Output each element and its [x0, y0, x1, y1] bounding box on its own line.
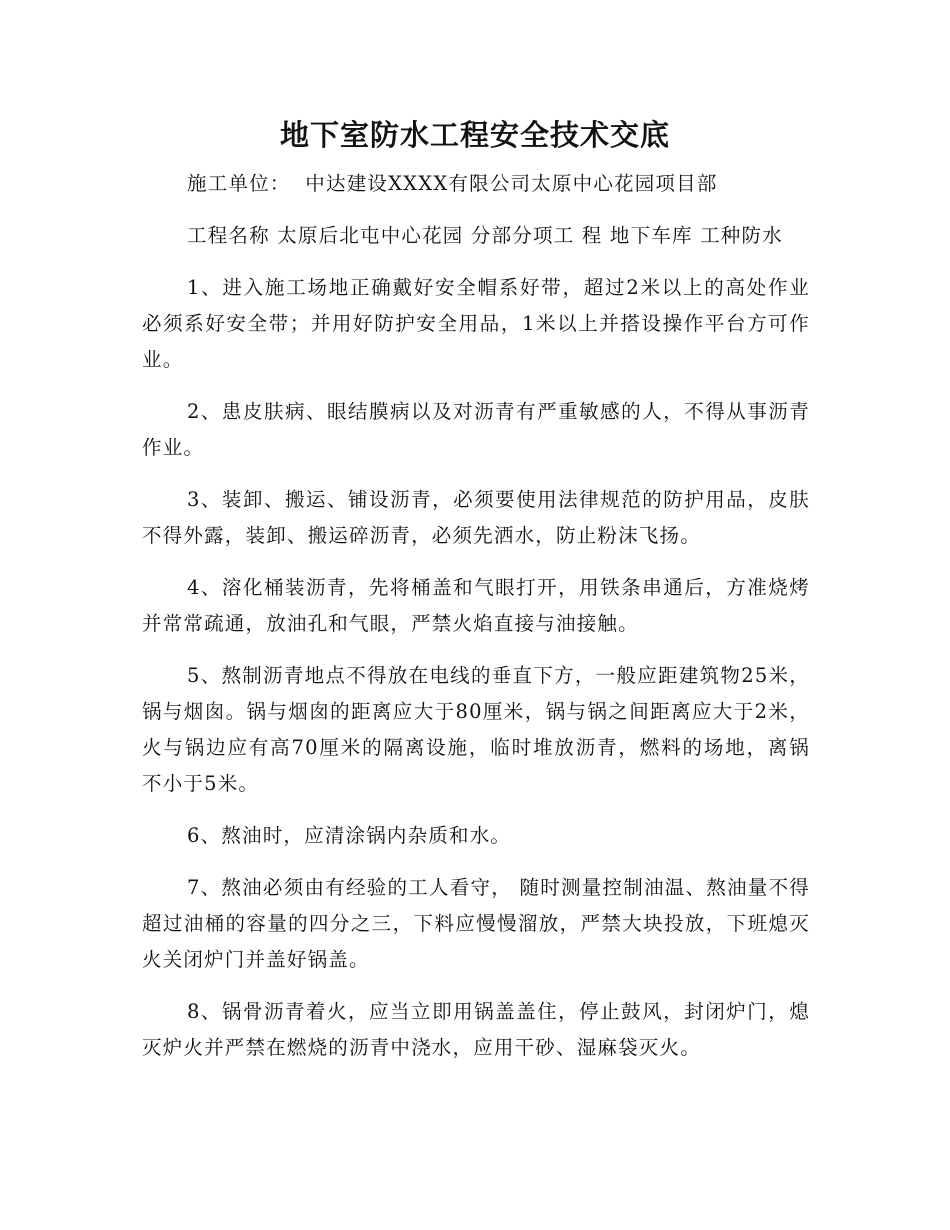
safety-item-8: 8、锅骨沥青着火，应当立即用锅盖盖住，停止鼓风，封闭炉门，熄灭炉火并严禁在燃烧的沥青中浇水，应用干砂、湿麻袋灭火。 [142, 1000, 810, 1059]
safety-item-5: 5、熬制沥青地点不得放在电线的垂直下方，一般应距建筑物25米，锅与烟囱。锅与烟囱的距离应大于80厘米，锅与锅之间距离应大于2米，火与锅边应有高70厘米的隔离设施，临时堆放沥青，燃料的场地，离锅不小于5米。 [142, 664, 810, 795]
construction-unit-line: 施工单位： 中达建设XXXX有限公司太原中心花园项目部 [187, 172, 718, 195]
safety-item-1: 1、进入施工场地正确戴好安全帽系好带，超过2米以上的高处作业必须系好安全带；并用好防护安全用品，1米以上并搭设操作平台方可作业。 [142, 276, 810, 371]
safety-item-2: 2、患皮肤病、眼结膜病以及对沥青有严重敏感的人，不得从事沥青作业。 [142, 400, 810, 459]
document-body [142, 166, 810, 1066]
safety-item-3: 3、装卸、搬运、铺设沥青，必须要使用法律规范的防护用品，皮肤不得外露，装卸、搬运碎沥青，必须先洒水，防止粉沫飞扬。 [142, 488, 810, 547]
safety-item-4: 4、溶化桶装沥青，先将桶盖和气眼打开，用铁条串通后，方准烧烤并常常疏通，放油孔和气眼，严禁火焰直接与油接触。 [142, 576, 810, 635]
document-title: 地下室防水工程安全技术交底 [279, 118, 670, 152]
safety-item-6: 6、熬油时，应清涂锅内杂质和水。 [187, 824, 512, 847]
safety-item-7: 7、熬油必须由有经验的工人看守， 随时测量控制油温、熬油量不得超过油桶的容量的四分之三，下料应慢慢溜放，严禁大块投放，下班熄灭火关闭炉门并盖好锅盖。 [142, 876, 810, 971]
project-info-line: 工程名称 太原后北屯中心花园 分部分项工 程 地下车库 工种防水 [187, 224, 783, 247]
